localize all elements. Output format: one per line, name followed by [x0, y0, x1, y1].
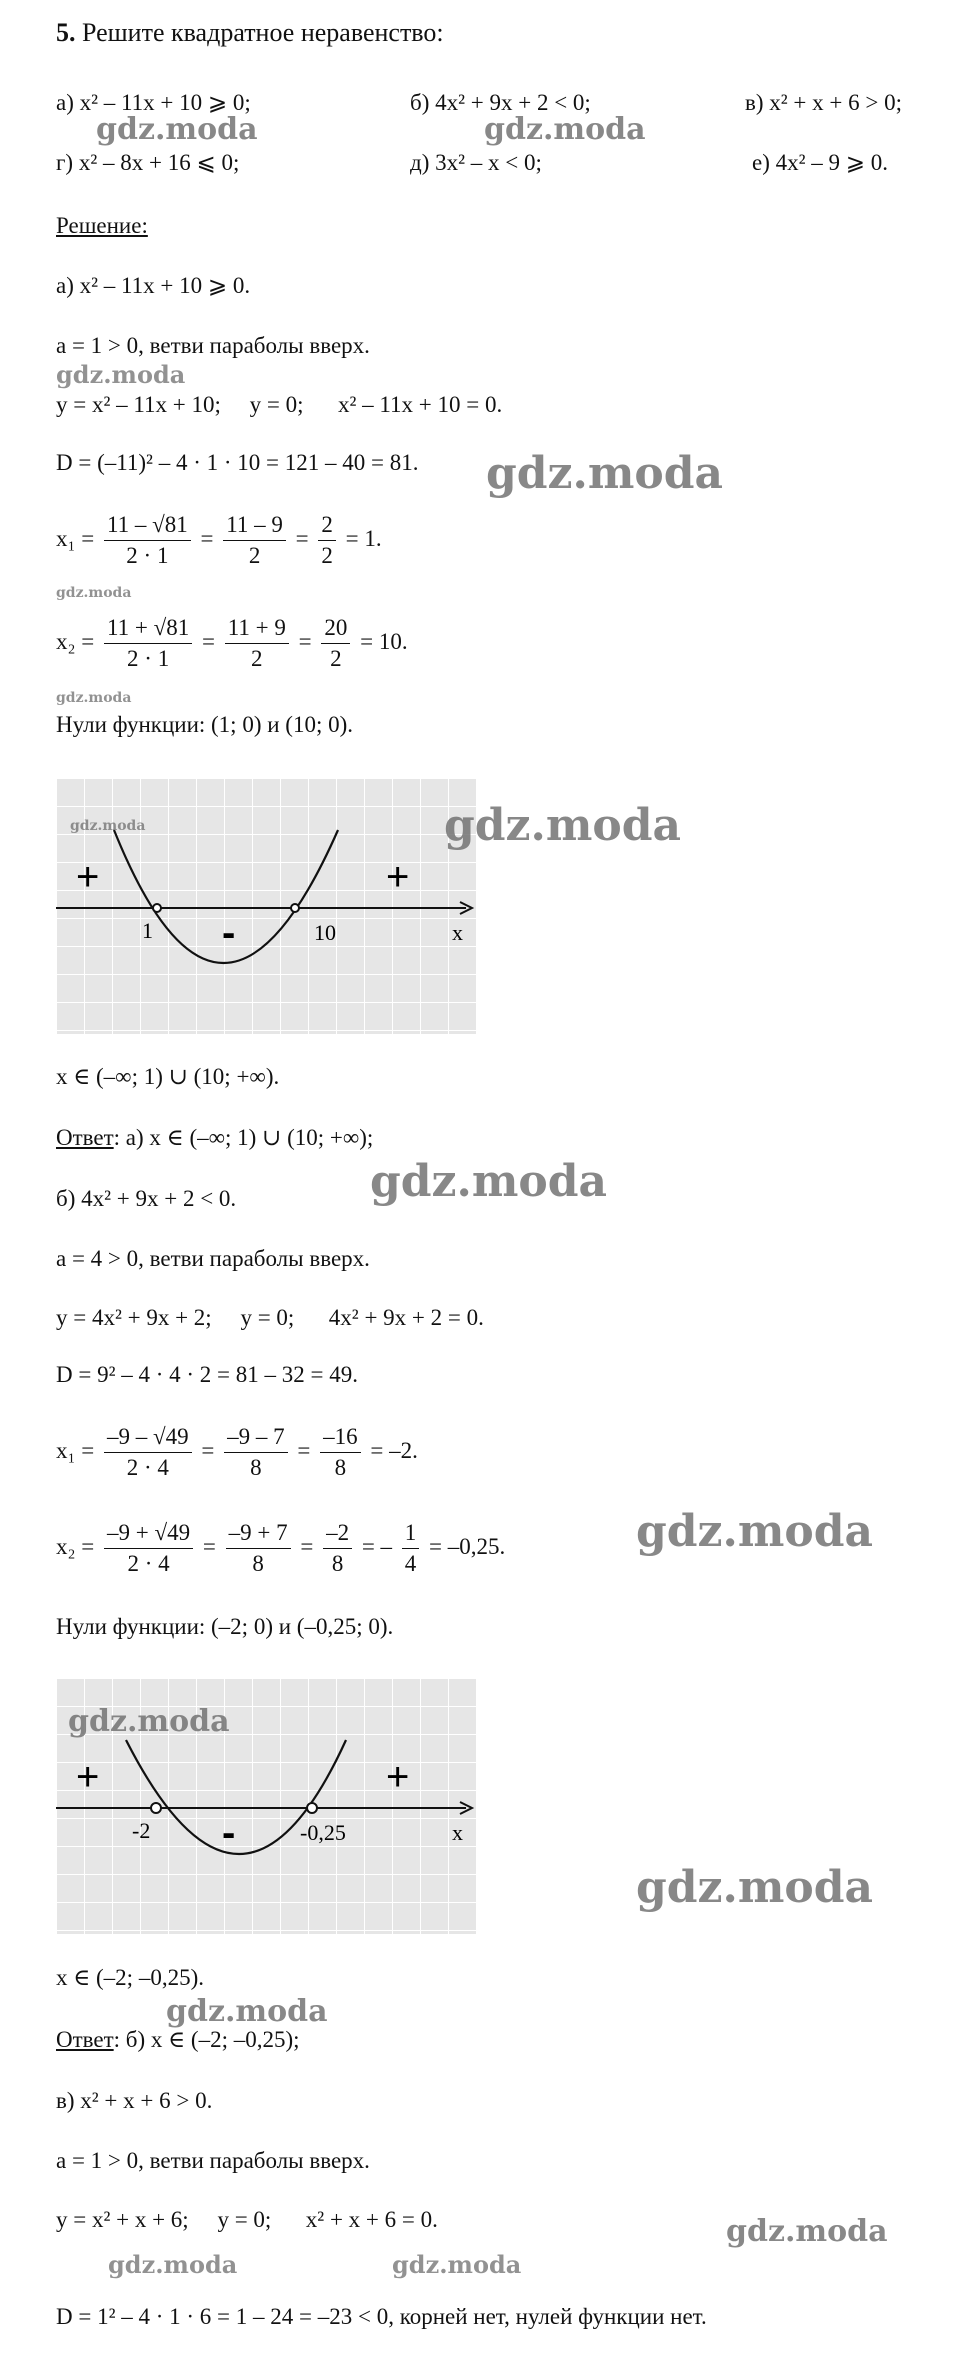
task-title: Решите квадратное неравенство: — [82, 18, 444, 47]
part-a-function: y = x² – 11x + 10; y = 0; x² – 11x + 10 = 0. — [56, 392, 503, 417]
watermark: gdz.moda — [56, 360, 186, 389]
watermark: gdz.moda — [68, 1704, 230, 1739]
watermark: gdz.moda — [484, 112, 646, 147]
part-a-zeros: Нули функции: (1; 0) и (10; 0). — [56, 712, 353, 737]
watermark: gdz.moda — [392, 2250, 522, 2279]
part-v-inequality: в) x² + x + 6 > 0. — [56, 2088, 213, 2113]
minus-sign: - — [222, 1811, 236, 1855]
part-b-coefficient: а = 4 > 0, ветви параболы вверх. — [56, 1246, 370, 1271]
watermark: gdz.moda — [370, 1156, 608, 1207]
part-b-zeros: Нули функции: (–2; 0) и (–0,25; 0). — [56, 1614, 394, 1639]
watermark: gdz.moda — [166, 1994, 328, 2029]
watermark: gdz.moda — [636, 1506, 874, 1557]
part-a-x2: x₂ = $\frac{11 + √81}{2 \cdot 1}$ = $\frac{11 + 9}{2}$ = $\frac{20}{2}$ = 10. — [56, 615, 408, 672]
root-label-minus-2: -2 — [132, 1818, 151, 1843]
part-b-interval: x ∈ (–2; –0,25). — [56, 1965, 204, 1990]
root-point-1 — [153, 904, 161, 912]
watermark: gdz.moda — [108, 2250, 238, 2279]
watermark: gdz.moda — [70, 818, 146, 834]
axis-label-x: x — [452, 920, 463, 945]
watermark: gdz.moda — [444, 800, 682, 851]
root-label-10: 10 — [314, 920, 336, 945]
part-b-discriminant: D = 9² – 4 · 4 · 2 = 81 – 32 = 49. — [56, 1362, 358, 1387]
root-point-minus-0-25 — [307, 1803, 317, 1813]
watermark: gdz.moda — [96, 112, 258, 147]
part-b-answer: Ответ: б) x ∈ (–2; –0,25); — [56, 2027, 300, 2052]
part-b-inequality: б) 4x² + 9x + 2 < 0. — [56, 1186, 237, 1211]
watermark: gdz.moda — [56, 690, 132, 706]
part-a-inequality: а) x² – 11x + 10 ⩾ 0. — [56, 273, 251, 298]
minus-sign: - — [222, 911, 236, 955]
plus-right-sign: + — [386, 855, 410, 899]
part-v-function: y = x² + x + 6; y = 0; x² + x + 6 = 0. — [56, 2207, 438, 2232]
part-a-interval: x ∈ (–∞; 1) ∪ (10; +∞). — [56, 1064, 280, 1089]
plus-left-sign: + — [76, 855, 100, 899]
task-item-v: в) x² + x + 6 > 0; — [745, 90, 902, 115]
root-point-10 — [291, 904, 299, 912]
watermark: gdz.moda — [726, 2214, 888, 2249]
part-b-x1: x₁ = $\frac{-9 - √49}{2 \cdot 4}$ = $\frac{-9 - 7}{8}$ = $\frac{-16}{8}$ = –2. — [56, 1424, 418, 1481]
watermark: gdz.moda — [486, 448, 724, 499]
root-label-minus-0-25: -0,25 — [300, 1820, 346, 1845]
solution-label: Решение: — [56, 213, 148, 238]
task-item-e: е) 4x² – 9 ⩾ 0. — [752, 150, 889, 175]
watermark: gdz.moda — [636, 1862, 874, 1913]
plus-left-sign: + — [76, 1755, 100, 1799]
part-b-x2: x₂ = $\frac{-9 + √49}{2 \cdot 4}$ = $\frac{-9 + 7}{8}$ = $\frac{-2}{8}$ = – $\frac{1}{4}$ = –0,25. — [56, 1520, 506, 1577]
part-a-answer: Ответ: а) x ∈ (–∞; 1) ∪ (10; +∞); — [56, 1125, 374, 1150]
root-label-1: 1 — [142, 918, 153, 943]
root-point-minus-2 — [151, 1803, 161, 1813]
watermark: gdz.moda — [56, 585, 132, 601]
part-a-x1: x₁ = $\frac{11 - √81}{2 \cdot 1}$ = $\frac{11 - 9}{2}$ = $\frac{2}{2}$ = 1. — [56, 512, 382, 569]
part-v-discriminant: D = 1² – 4 · 1 · 6 = 1 – 24 = –23 < 0, корней нет, нулей функции нет. — [56, 2304, 707, 2329]
task-item-g: г) x² – 8x + 16 ⩽ 0; — [56, 150, 240, 175]
task-item-b: б) 4x² + 9x + 2 < 0; — [410, 90, 591, 115]
part-b-function: y = 4x² + 9x + 2; y = 0; 4x² + 9x + 2 = 0. — [56, 1305, 484, 1330]
task-item-a: а) x² – 11x + 10 ⩾ 0; — [56, 90, 251, 115]
axis-label-x: x — [452, 1820, 463, 1845]
parabola-graph-a — [56, 778, 476, 1034]
plus-right-sign: + — [386, 1755, 410, 1799]
part-a-discriminant: D = (–11)² – 4 · 1 · 10 = 121 – 40 = 81. — [56, 450, 419, 475]
part-v-coefficient: а = 1 > 0, ветви параболы вверх. — [56, 2148, 370, 2173]
task-number: 5. — [56, 18, 76, 47]
part-a-coefficient: а = 1 > 0, ветви параболы вверх. — [56, 333, 370, 358]
task-item-d: д) 3x² – x < 0; — [410, 150, 542, 175]
